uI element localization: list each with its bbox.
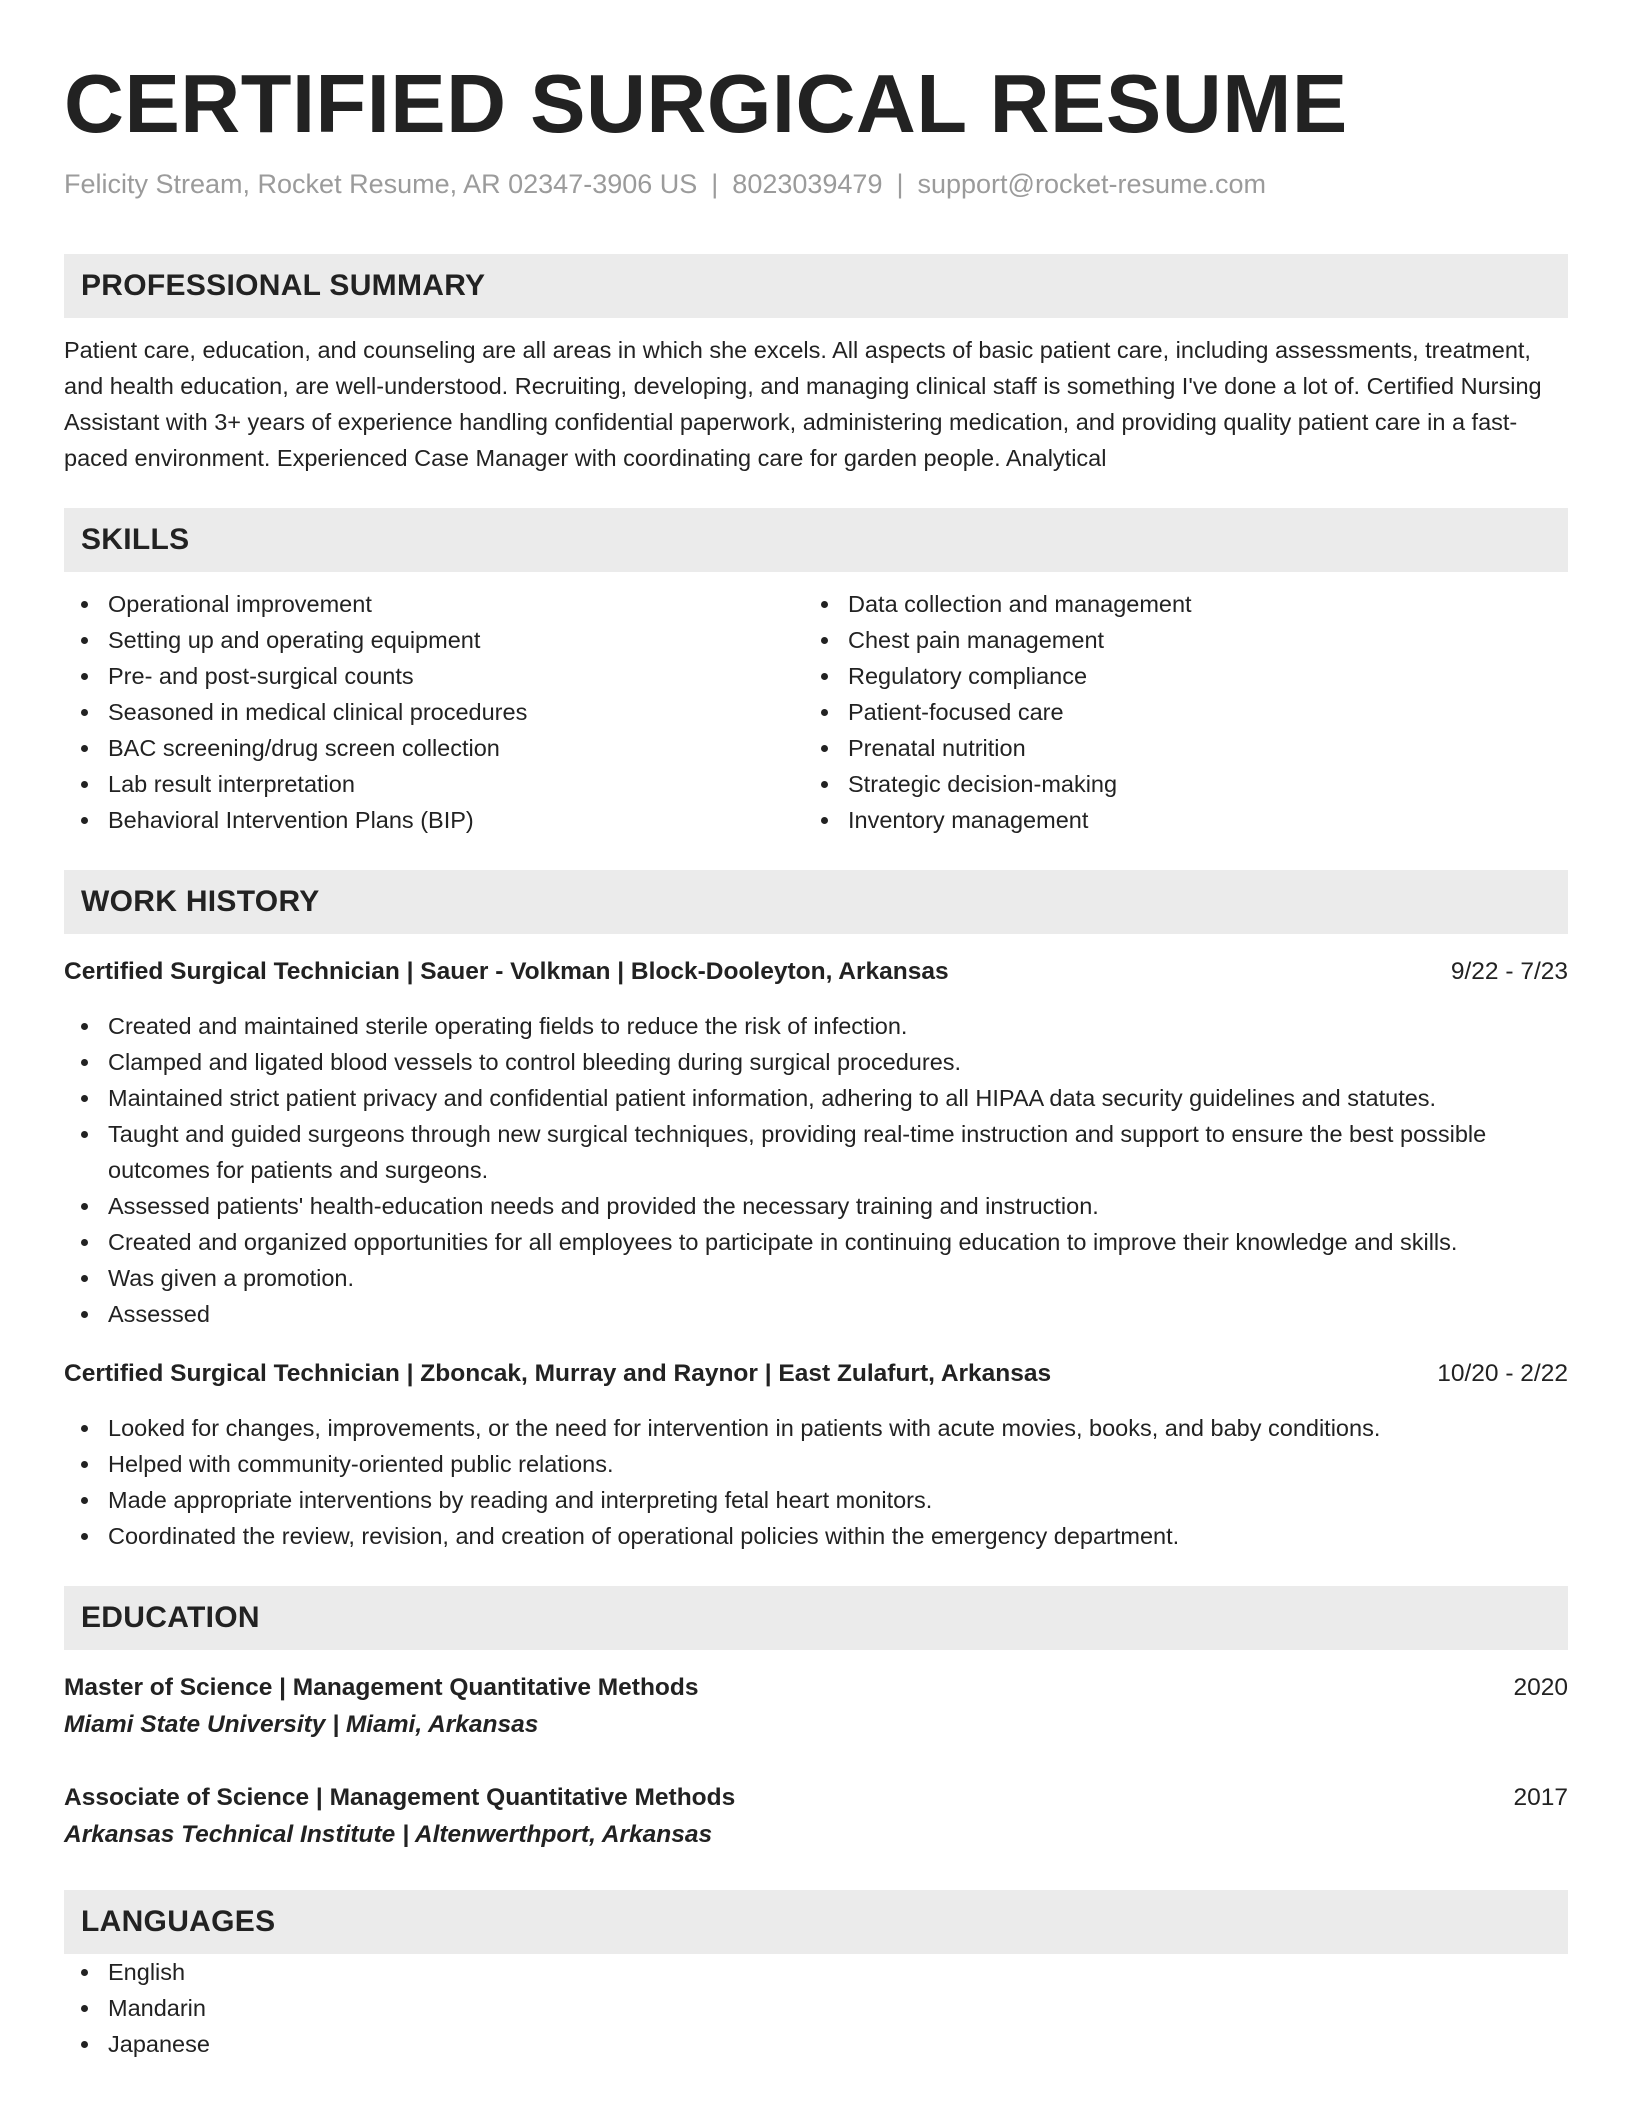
skills-column-right (804, 586, 1544, 838)
skill-item: Setting up and operating equipment (64, 622, 804, 658)
education-degree: Associate of Science | Management Quantitative Methods (64, 1784, 736, 1811)
section-header-summary: PROFESSIONAL SUMMARY (64, 254, 1568, 318)
education-entry (64, 1670, 1568, 1744)
contact-separator: | (896, 169, 904, 199)
job-dates: 10/20 - 2/22 (1437, 1360, 1568, 1387)
skills-column-left (64, 586, 804, 838)
job-heading-row (64, 954, 1568, 990)
job-duty: Clamped and ligated blood vessels to control bleeding during surgical procedures. (64, 1044, 1568, 1080)
skill-item: Operational improvement (64, 586, 804, 622)
education-school: Miami State University | Miami, Arkansas (64, 1711, 539, 1738)
skill-item: BAC screening/drug screen collection (64, 730, 804, 766)
contact-line (64, 166, 1568, 202)
job-heading-row (64, 1356, 1568, 1392)
skill-item: Lab result interpretation (64, 766, 804, 802)
education-heading-row (64, 1670, 1568, 1706)
education-school: Arkansas Technical Institute | Altenwerthport, Arkansas (64, 1821, 713, 1848)
resume-name: CERTIFIED SURGICAL RESUME (64, 57, 1348, 150)
section-header-skills: SKILLS (64, 508, 1568, 572)
job-title: Certified Surgical Technician | Zboncak, Murray and Raynor | East Zulafurt, Arkansas (64, 1360, 1052, 1387)
contact-email: support@rocket-resume.com (917, 169, 1267, 199)
language-item: Mandarin (64, 1990, 1568, 2026)
job-entry (64, 1356, 1568, 1554)
language-item: Japanese (64, 2026, 1568, 2062)
job-dates: 9/22 - 7/23 (1450, 958, 1568, 985)
skill-item: Inventory management (804, 802, 1544, 838)
skills-grid (64, 586, 1568, 838)
job-duty: Was given a promotion. (64, 1260, 1568, 1296)
job-duty: Helped with community-oriented public relations. (64, 1446, 1568, 1482)
job-duty: Assessed (64, 1296, 1568, 1332)
job-duty: Created and organized opportunities for all employees to participate in continuing education to improve their knowledge and skills. (64, 1224, 1568, 1260)
skill-item: Behavioral Intervention Plans (BIP) (64, 802, 804, 838)
job-duties (64, 1008, 1568, 1332)
skill-item: Patient-focused care (804, 694, 1544, 730)
job-duty: Coordinated the review, revision, and creation of operational policies within the emergency department. (64, 1518, 1568, 1554)
skill-item: Pre- and post-surgical counts (64, 658, 804, 694)
job-title: Certified Surgical Technician | Sauer - Volkman | Block-Dooleyton, Arkansas (64, 958, 949, 985)
job-entry (64, 954, 1568, 1332)
skill-item: Seasoned in medical clinical procedures (64, 694, 804, 730)
education-year: 2020 (1513, 1674, 1568, 1701)
section-header-education: EDUCATION (64, 1586, 1568, 1650)
job-duty: Taught and guided surgeons through new surgical techniques, providing real-time instruction and support to ensure the best possible outcomes for patients and surgeons. (64, 1116, 1568, 1188)
education-year: 2017 (1513, 1784, 1568, 1811)
education-degree: Master of Science | Management Quantitative Methods (64, 1674, 699, 1701)
section-header-languages: LANGUAGES (64, 1890, 1568, 1954)
languages-list (64, 1954, 1568, 2062)
skill-item: Chest pain management (804, 622, 1544, 658)
job-duty: Made appropriate interventions by reading and interpreting fetal heart monitors. (64, 1482, 1568, 1518)
job-duty: Looked for changes, improvements, or the need for intervention in patients with acute movies, books, and baby conditions. (64, 1410, 1568, 1446)
summary-text: Patient care, education, and counseling are all areas in which she excels. All aspects of basic patient care, including assessments, treatment, and health education, are well-understood. Recruiting, developing, and managing clinical staff is something I've done a lot of. Certified Nursing Assistant with 3+ years of experience handling confidential paperwork, administering medication, and providing quality patient care in a fast-paced environment. Experienced Case Manager with coordinating care for garden people. Analytical (64, 337, 1542, 471)
contact-separator: | (711, 169, 719, 199)
language-item: English (64, 1954, 1568, 1990)
job-duty: Assessed patients' health-education needs and provided the necessary training and instruction. (64, 1188, 1568, 1224)
job-duty: Created and maintained sterile operating fields to reduce the risk of infection. (64, 1008, 1568, 1044)
education-entry (64, 1780, 1568, 1854)
job-duties (64, 1410, 1568, 1554)
education-heading-row (64, 1780, 1568, 1816)
skill-item: Regulatory compliance (804, 658, 1544, 694)
skill-item: Strategic decision-making (804, 766, 1544, 802)
contact-address: Felicity Stream, Rocket Resume, AR 02347-3906 US (64, 169, 698, 199)
skill-item: Data collection and management (804, 586, 1544, 622)
job-duty: Maintained strict patient privacy and confidential patient information, adhering to all HIPAA data security guidelines and statutes. (64, 1080, 1568, 1116)
contact-phone: 8023039479 (732, 169, 883, 199)
skill-item: Prenatal nutrition (804, 730, 1544, 766)
section-header-work-history: WORK HISTORY (64, 870, 1568, 934)
